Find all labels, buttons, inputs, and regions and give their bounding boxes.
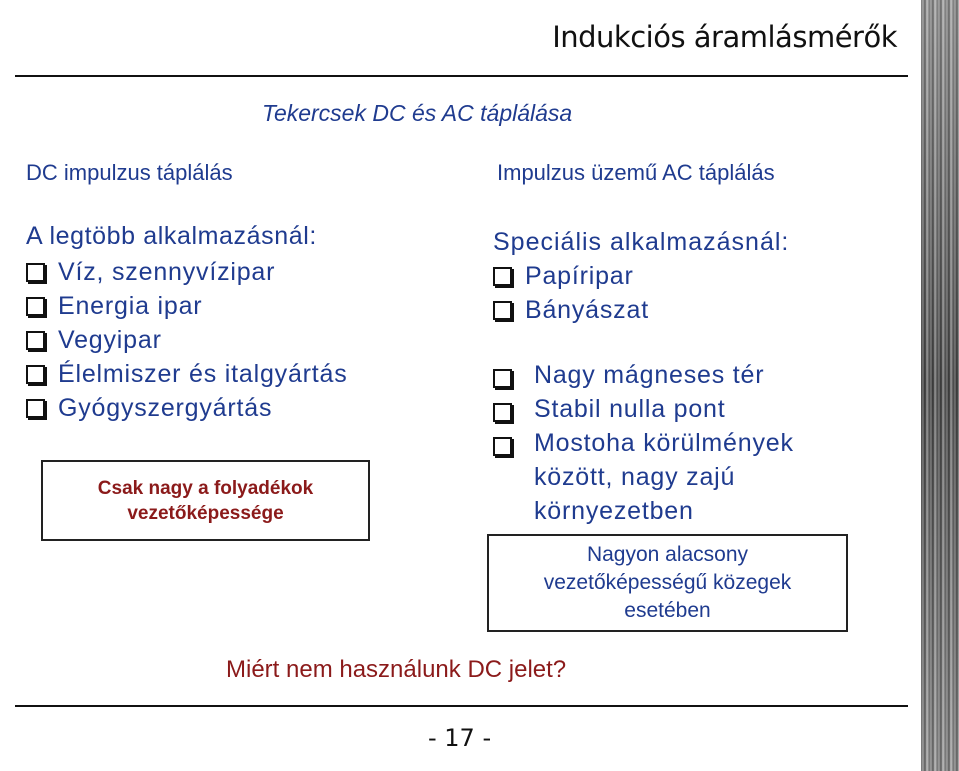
title-underline [15,75,908,77]
footer-rule [15,705,908,707]
list-item: Víz, szennyvízipar [26,255,348,289]
list-item: Nagy mágneses tér [493,361,794,395]
checkbox-bullet-icon [493,403,512,422]
list-item: Élelmiszer és italgyártás [26,357,348,391]
ac-benefit-list [493,361,794,463]
list-item: Papíripar [493,259,649,293]
checkbox-bullet-icon [26,297,45,316]
checkbox-bullet-icon [26,331,45,350]
slide-subtitle: Tekercsek DC és AC táplálása [262,100,573,126]
ac-application-list [493,259,649,327]
checkbox-bullet-icon [493,301,512,320]
checkbox-bullet-icon [26,399,45,418]
list-item: Gyógyszergyártás [26,391,348,425]
list-item: Bányászat [493,293,649,327]
list-item: Vegyipar [26,323,348,357]
slide-title: Indukciós áramlásmérők [552,20,897,54]
checkbox-bullet-icon [26,263,45,282]
dc-note-line-1: Csak nagy a folyadékok [97,477,314,499]
page-number: - 17 - [428,724,492,752]
list-item: Energia ipar [26,289,348,323]
ac-note-box [487,534,848,632]
dc-note-line-2: vezetőképessége [127,502,284,524]
list-item: Stabil nulla pont [493,395,794,429]
ac-benefit-continuation-1: között, nagy zajú [534,463,736,491]
checkbox-bullet-icon [493,369,512,388]
dc-application-list [26,255,348,425]
ac-intro: Speciális alkalmazásnál: [493,228,790,256]
checkbox-bullet-icon [493,437,512,456]
dc-heading: DC impulzus táplálás [26,160,233,185]
checkbox-bullet-icon [493,267,512,286]
question-text: Miért nem használunk DC jelet? [226,656,567,683]
dc-intro: A legtöbb alkalmazásnál: [26,222,317,250]
dc-note-box [41,460,370,541]
ac-benefit-continuation-2: környezetben [534,497,694,525]
checkbox-bullet-icon [26,365,45,384]
ac-note-line-3: esetében [624,599,711,622]
ac-heading: Impulzus üzemű AC táplálás [497,160,775,185]
decorative-edge-shade [921,0,959,771]
ac-note-line-1: Nagyon alacsony [586,543,749,566]
ac-note-line-2: vezetőképességű közegek [543,571,792,594]
list-item: Mostoha körülmények [493,429,794,463]
